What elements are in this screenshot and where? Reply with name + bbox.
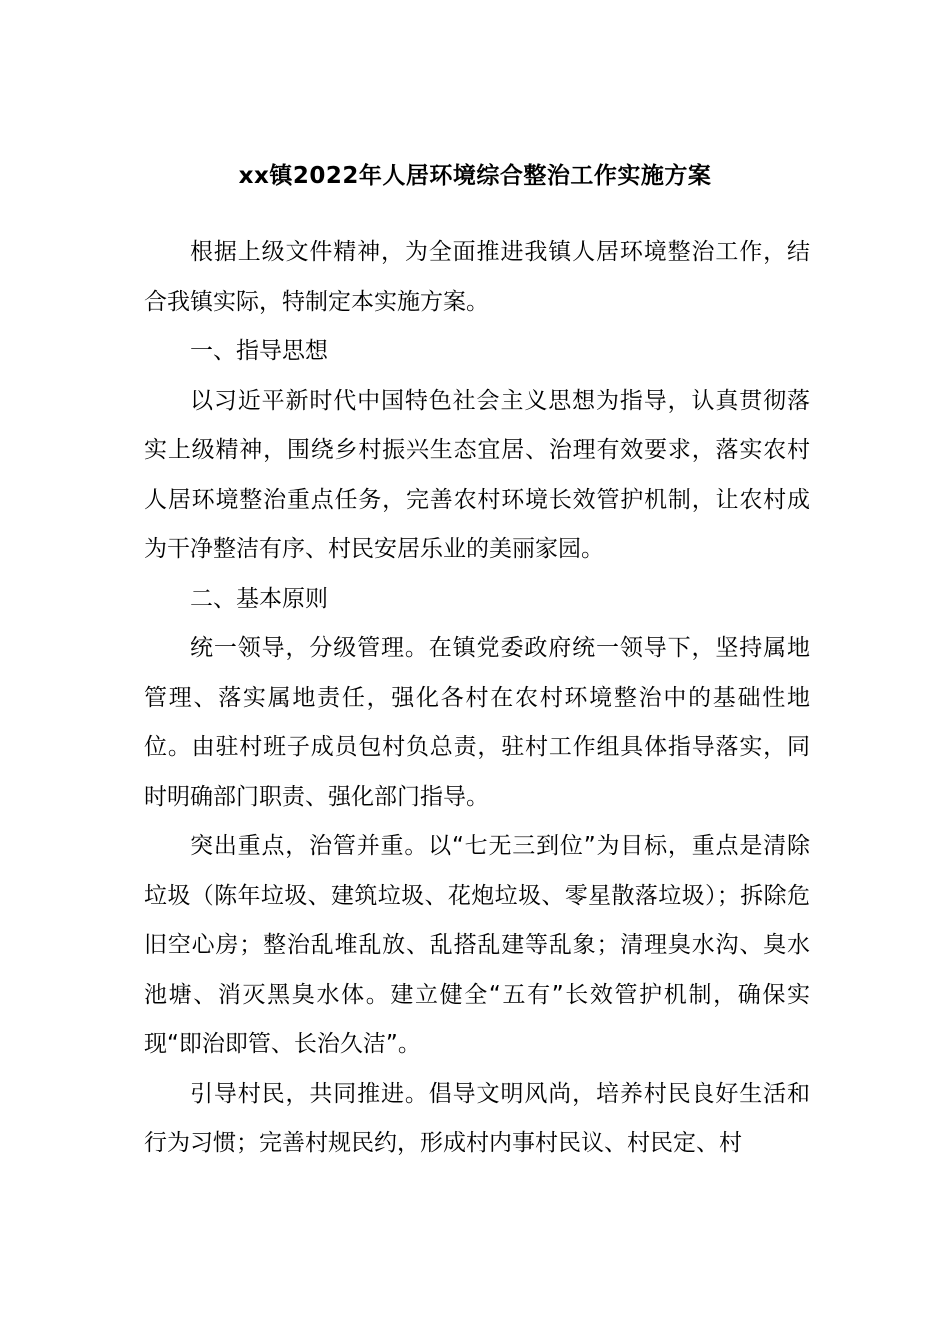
paragraph-key-focus: 突出重点，治管并重。以“七无三到位”为目标，重点是清除垃圾（陈年垃圾、建筑垃圾、花炮垃圾、零星散落垃圾）；拆除危旧空心房；整治乱堆乱放、乱搭乱建等乱象；清理臭水沟、臭水池塘、消灭黑臭水体。建立健全“五有”长效管护机制，确保实现“即治即管、长治久洁”。 xyxy=(144,833,810,1057)
document-body xyxy=(144,228,810,1169)
paragraph-unified-leadership: 统一领导，分级管理。在镇党委政府统一领导下，坚持属地管理、落实属地责任，强化各村在农村环境整治中的基础性地位。由驻村班子成员包村负总责，驻村工作组具体指导落实，同时明确部门职责、强化部门指导。 xyxy=(144,635,810,810)
paragraph-guide-villagers: 引导村民，共同推进。倡导文明风尚，培养村民良好生活和行为习惯；完善村规民约，形成村内事村民议、村民定、村 xyxy=(144,1080,810,1156)
section-heading-basic-principles: 二、基本原则 xyxy=(190,585,328,612)
section-heading-guiding-ideology: 一、指导思想 xyxy=(190,338,328,364)
document-title: xx镇2022年人居环境综合整治工作实施方案 xyxy=(238,163,712,189)
paragraph-intro: 根据上级文件精神，为全面推进我镇人居环境整治工作，结合我镇实际，特制定本实施方案。 xyxy=(144,239,810,315)
paragraph-guiding-ideology: 以习近平新时代中国特色社会主义思想为指导，认真贯彻落实上级精神，围绕乡村振兴生态宜居、治理有效要求，落实农村人居环境整治重点任务，完善农村环境长效管护机制，让农村成为干净整洁有序、村民安居乐业的美丽家园。 xyxy=(144,387,810,562)
